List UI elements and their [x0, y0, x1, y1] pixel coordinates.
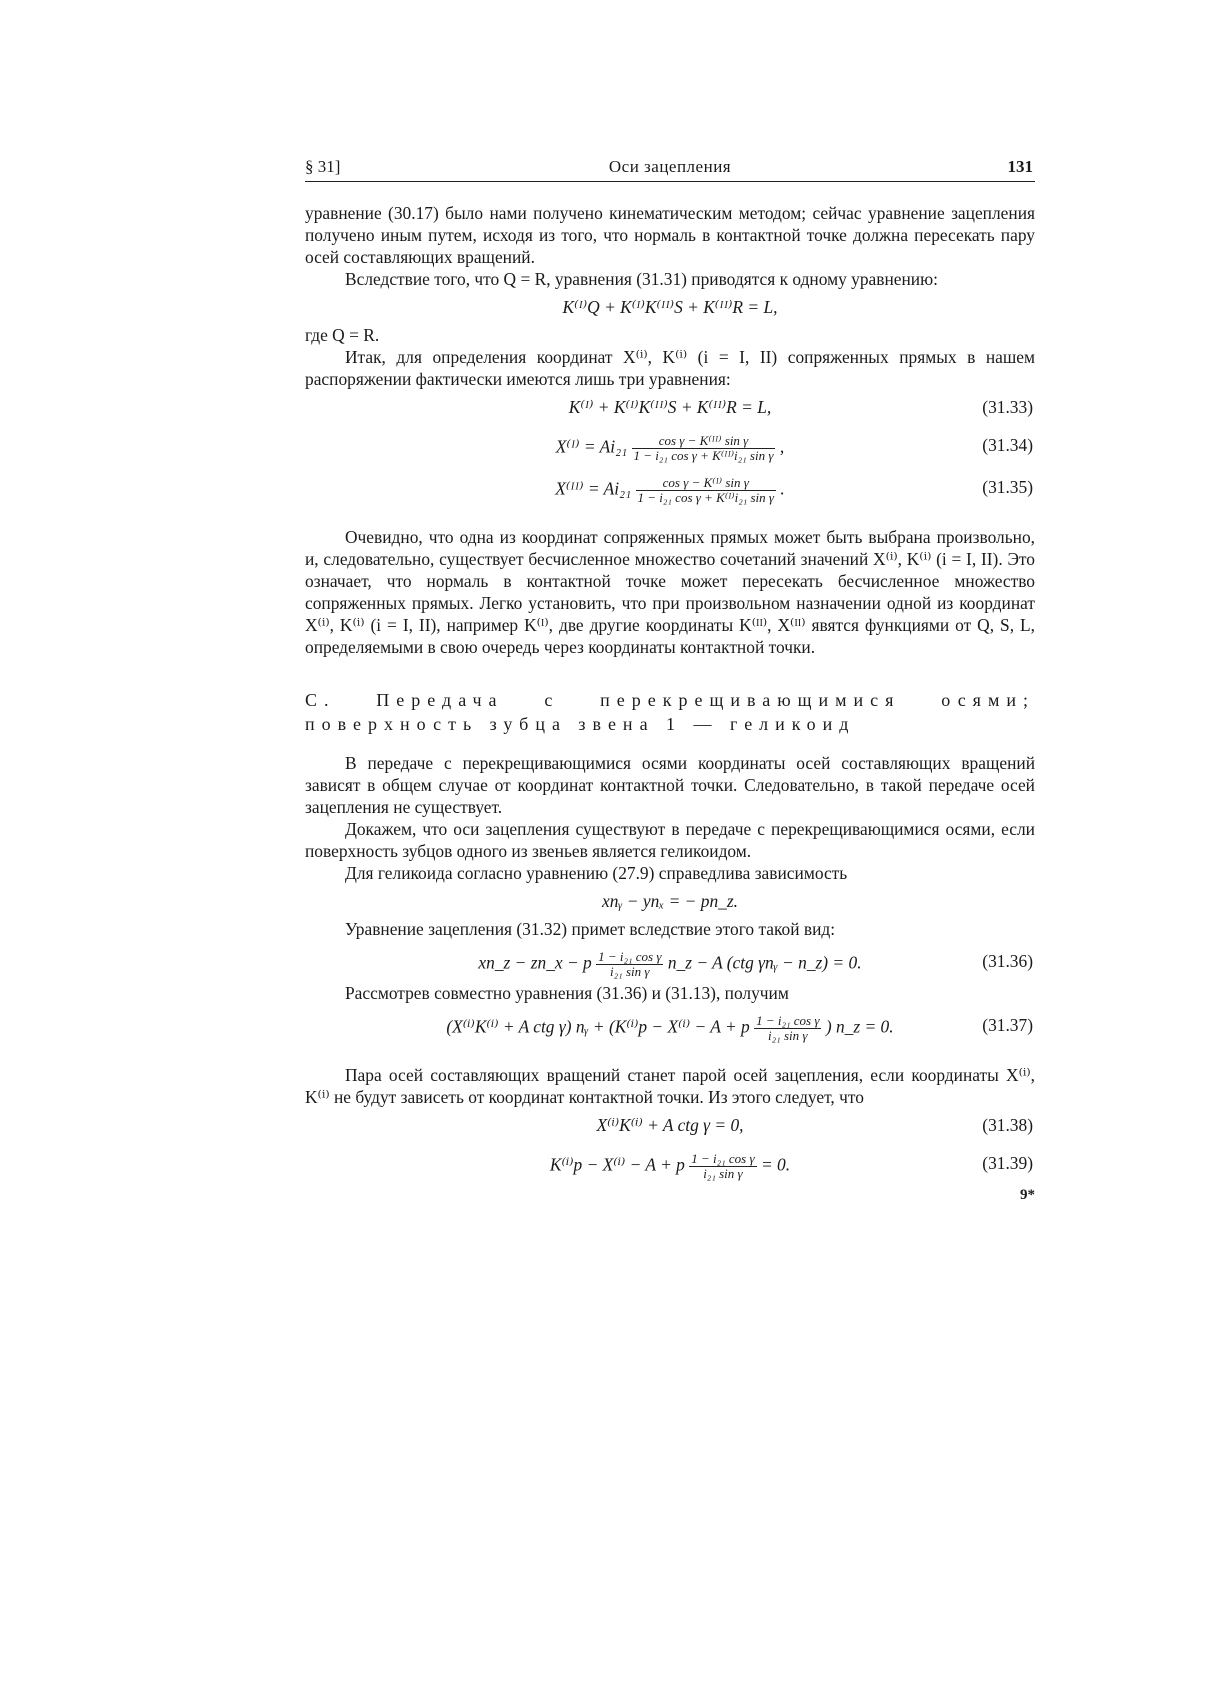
paragraph-6: В передаче с перекрещивающимися осями координаты осей составляющих вращений зависят в общем случае от координат контактной точки. Следовательно, в такой передаче осей зацепления не существует.	[305, 753, 1035, 817]
equation-unnumbered-a	[305, 290, 1035, 324]
equation-number: (31.35)	[982, 477, 1033, 497]
equation-31-39	[305, 1142, 1035, 1184]
paragraph-3: где Q = R.	[305, 325, 380, 345]
paragraph-9: Уравнение зацепления (31.32) примет вследствие этого такой вид:	[345, 919, 836, 939]
equation-number: (31.33)	[982, 397, 1033, 417]
equation-tail: n_z − A (ctg γnᵧ − n_z) = 0.	[667, 952, 862, 973]
fraction	[596, 950, 663, 979]
fraction-denominator: i₂₁ sin γ	[768, 1028, 808, 1043]
running-title: Оси зацепления	[608, 157, 732, 176]
paragraph-8: Для геликоида согласно уравнению (27.9) справедлива зависимость	[345, 863, 848, 883]
fraction-denominator: 1 − i₂₁ cos γ + K⁽ᴵ⁾i₂₁ sin γ	[637, 490, 775, 505]
equation-tail: ) n_z = 0.	[825, 1016, 894, 1037]
equation-31-34	[305, 424, 1035, 466]
equation-formula: K⁽ᴵ⁾ + K⁽ᴵ⁾K⁽ᴵᴵ⁾S + K⁽ᴵᴵ⁾R = L,	[568, 397, 772, 417]
equation-lhs: xn_z − zn_x − p	[478, 952, 592, 973]
fraction	[754, 1014, 821, 1043]
equation-lhs: X⁽ᴵᴵ⁾ = Ai₂₁	[555, 478, 632, 499]
equation-tail: = 0.	[760, 1154, 791, 1175]
equation-number: (31.34)	[982, 435, 1033, 455]
fraction-numerator: 1 − i₂₁ cos γ	[691, 1151, 755, 1166]
fraction-denominator: i₂₁ sin γ	[610, 964, 650, 979]
equation-formula: X⁽ⁱ⁾K⁽ⁱ⁾ + A ctg γ = 0,	[596, 1115, 744, 1135]
equation-number: (31.39)	[982, 1153, 1033, 1173]
equation-tail: .	[780, 478, 785, 499]
equation-31-38	[305, 1108, 1035, 1142]
equation-lhs: (X⁽ⁱ⁾K⁽ⁱ⁾ + A ctg γ) nᵧ + (K⁽ⁱ⁾p − X⁽ⁱ⁾ − A + p	[446, 1016, 750, 1037]
equation-formula: K⁽ᴵ⁾Q + K⁽ᴵ⁾K⁽ᴵᴵ⁾S + K⁽ᴵᴵ⁾R = L,	[562, 297, 778, 317]
paragraph-1: уравнение (30.17) было нами получено кинематическим методом; сейчас уравнение зацепления получено иным путем, исходя из того, что нормаль в контактной точке должна пересекать пару осей составляющих вращений.	[305, 203, 1035, 267]
paragraph-2: Вследствие того, что Q = R, уравнения (31.31) приводятся к одному уравнению:	[345, 269, 938, 289]
equation-31-35	[305, 466, 1035, 508]
fraction	[689, 1152, 756, 1181]
equation-unnumbered-b	[305, 884, 1035, 918]
paragraph-11: Пара осей составляющих вращений станет парой осей зацепления, если координаты X⁽ⁱ⁾, K⁽ⁱ⁾ не будут зависеть от координат контактной точки. Из этого следует, что	[305, 1065, 1035, 1107]
fraction-denominator: i₂₁ sin γ	[703, 1166, 743, 1181]
fraction-numerator: 1 − i₂₁ cos γ	[598, 949, 662, 964]
fraction-numerator: cos γ − K⁽ᴵᴵ⁾ sin γ	[632, 434, 776, 449]
equation-number: (31.37)	[982, 1015, 1033, 1035]
printer-signature: 9*	[1020, 1187, 1035, 1203]
equation-number: (31.36)	[982, 951, 1033, 971]
fraction	[632, 434, 776, 463]
equation-lhs: X⁽ᴵ⁾ = Ai₂₁	[555, 436, 628, 457]
equation-31-37	[305, 1004, 1035, 1046]
section-ref: § 31]	[305, 157, 341, 176]
fraction-numerator: cos γ − K⁽ᴵ⁾ sin γ	[636, 476, 777, 491]
equation-number: (31.38)	[982, 1115, 1033, 1135]
equation-31-36	[305, 940, 1035, 982]
fraction-numerator: 1 − i₂₁ cos γ	[756, 1013, 820, 1028]
fraction	[636, 476, 777, 505]
page-body	[305, 202, 1035, 1208]
equation-formula: xnᵧ − ynₓ = − pn_z.	[602, 891, 738, 911]
paragraph-7: Докажем, что оси зацепления существуют в передаче с перекрещивающимися осями, если поверхность зубцов одного из звеньев является геликоидом.	[305, 819, 1035, 861]
paragraph-5: Очевидно, что одна из координат сопряженных прямых может быть выбрана произвольно, и, следовательно, существует бесчисленное множество сочетаний значений X⁽ⁱ⁾, K⁽ⁱ⁾ (i = I, II). Это означает, что нормаль в контактной точке может пересекать бесчисленное множество сопряженных прямых. Легко установить, что при произвольном назначении одной из координат X⁽ⁱ⁾, K⁽ⁱ⁾ (i = I, II), например K⁽ᴵ⁾, две другие координаты K⁽ᴵᴵ⁾, X⁽ᴵᴵ⁾ явятся функциями от Q, S, L, определяемыми в свою очередь через координаты контактной точки.	[305, 527, 1035, 657]
equation-tail: ,	[779, 436, 785, 457]
page-number: 131	[1007, 157, 1033, 176]
paragraph-10: Рассмотрев совместно уравнения (31.36) и (31.13), получим	[345, 983, 789, 1003]
section-heading: С. Передача с перекрещивающимися осями; поверхность зубца звена 1 — геликоид	[305, 690, 1035, 734]
fraction-denominator: 1 − i₂₁ cos γ + K⁽ᴵᴵ⁾i₂₁ sin γ	[633, 448, 774, 463]
equation-31-33	[305, 390, 1035, 424]
equation-lhs: K⁽ⁱ⁾p − X⁽ⁱ⁾ − A + p	[549, 1154, 685, 1175]
running-header	[305, 155, 1035, 182]
paragraph-4: Итак, для определения координат X⁽ⁱ⁾, K⁽ⁱ⁾ (i = I, II) сопряженных прямых в нашем распоряжении фактически имеются лишь три уравнения:	[305, 347, 1035, 389]
